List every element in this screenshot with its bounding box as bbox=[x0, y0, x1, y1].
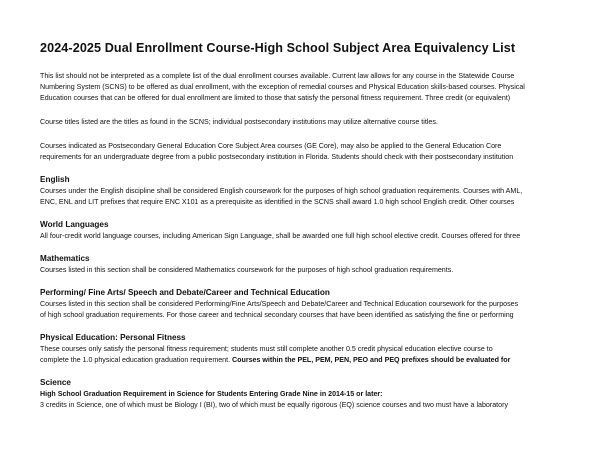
english-line: Courses under the English discipline shall be considered English coursework for the purposes of high school graduation requirements. Courses with AML, bbox=[40, 187, 523, 195]
physical-education-line bbox=[40, 355, 570, 366]
intro-line: Numbering System (SCNS) to be offered as dual enrollment, with the exception of remedial courses and Physical Education skills-based courses. Physical bbox=[40, 83, 525, 91]
physical-education-bold-text: Courses within the PEL, PEM, PEN, PEO and PEQ prefixes should be evaluated for bbox=[232, 356, 511, 364]
gen-ed-line: requirements for an undergraduate degree from a public postsecondary institution in Florida. Students should check with their postsecondary institution bbox=[40, 153, 514, 161]
intro-line: This list should not be interpreted as a complete list of the dual enrollment courses available. Current law allows for any course in the Statewide Course bbox=[40, 72, 515, 80]
titles-note-paragraph bbox=[40, 117, 570, 128]
world-languages-paragraph bbox=[40, 231, 570, 242]
gen-ed-line: Courses indicated as Postsecondary General Education Core Subject Area courses (GE Core), may also be applied to the General Education Core bbox=[40, 142, 502, 150]
titles-note-line: Course titles listed are the titles as found in the SCNS; individual postsecondary institutions may utilize alternative course titles. bbox=[40, 118, 438, 126]
section-performing-arts bbox=[40, 287, 570, 321]
physical-education-paragraph bbox=[40, 344, 570, 366]
intro-paragraph bbox=[40, 71, 570, 104]
section-mathematics bbox=[40, 253, 570, 276]
mathematics-paragraph bbox=[40, 265, 570, 276]
science-line: 3 credits in Science, one of which must be Biology I (BI), two of which must be equally rigorous (EQ) science courses and two must have a laboratory bbox=[40, 401, 509, 409]
section-heading-physical-education: Physical Education: Personal Fitness bbox=[40, 333, 186, 342]
document-content bbox=[40, 40, 570, 422]
section-heading-mathematics: Mathematics bbox=[40, 254, 90, 263]
performing-arts-line: of high school graduation requirements. For those career and technical secondary courses that have been identified as satisfying the fine or performing bbox=[40, 311, 514, 319]
science-subheading: High School Graduation Requirement in Science for Students Entering Grade Nine in 2014-15 or later: bbox=[40, 390, 383, 398]
section-heading-performing-arts: Performing/ Fine Arts/ Speech and Debate/Career and Technical Education bbox=[40, 288, 330, 297]
section-heading-world-languages: World Languages bbox=[40, 220, 109, 229]
performing-arts-paragraph bbox=[40, 299, 570, 321]
section-english bbox=[40, 174, 570, 208]
section-heading-english: English bbox=[40, 175, 70, 184]
section-heading-science: Science bbox=[40, 378, 71, 387]
performing-arts-line: Courses listed in this section shall be considered Performing/Fine Arts/Speech and Debate/Career and Technical Education coursework for the purposes bbox=[40, 300, 519, 308]
world-languages-line: All four-credit world language courses, including American Sign Language, shall be awarded one full high school elective credit. Courses offered for three bbox=[40, 232, 521, 240]
gen-ed-paragraph bbox=[40, 141, 570, 163]
section-science bbox=[40, 377, 570, 411]
physical-education-line: These courses only satisfy the personal fitness requirement; students must still complete another 0.5 credit physical education elective course to bbox=[40, 345, 493, 353]
english-paragraph bbox=[40, 186, 570, 208]
english-line: ENC, ENL and LIT prefixes that require ENC X101 as a prerequisite as identified in the SCNS shall award 1.0 high school English credit. Other courses bbox=[40, 198, 515, 206]
science-paragraph bbox=[40, 400, 570, 411]
physical-education-line-text: complete the 1.0 physical education graduation requirement. bbox=[40, 356, 233, 364]
document-title: 2024-2025 Dual Enrollment Course-High School Subject Area Equivalency List bbox=[40, 41, 516, 55]
intro-line: Education courses that can be offered for dual enrollment are limited to those that satisfy the personal fitness requirement. Three credit (or equivalent) bbox=[40, 94, 511, 102]
section-physical-education bbox=[40, 332, 570, 366]
mathematics-line: Courses listed in this section shall be considered Mathematics coursework for the purposes of high school graduation requirements. bbox=[40, 266, 454, 274]
section-world-languages bbox=[40, 219, 570, 242]
